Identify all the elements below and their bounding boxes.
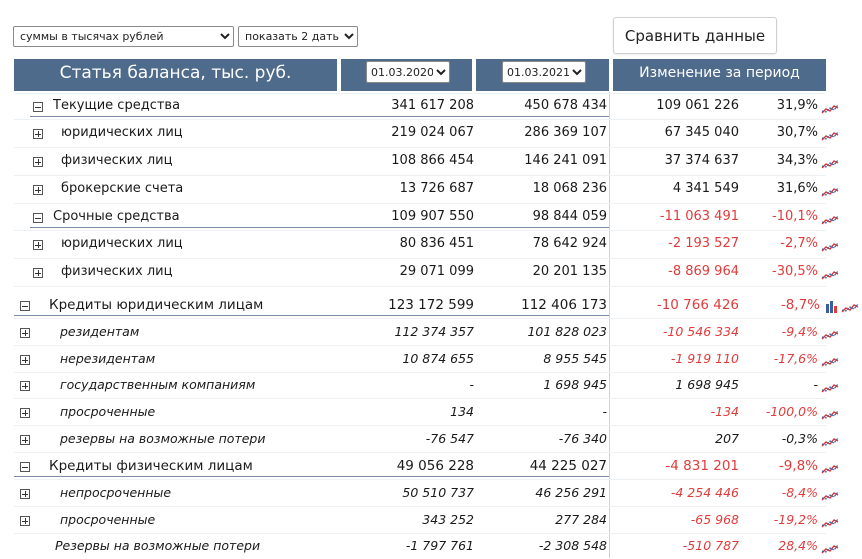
header-title: Статья баланса, тыс. руб. (59, 63, 292, 83)
trend-chart-icon[interactable] (821, 433, 839, 445)
row-value-date1: 219 024 067 (391, 125, 474, 140)
expand-toggle[interactable] (33, 268, 43, 278)
collapse-toggle[interactable] (20, 462, 30, 472)
header-change-cell (613, 59, 826, 88)
row-value-date1: -1 797 761 (405, 538, 474, 553)
header-change: Изменение за период (639, 65, 800, 81)
header-underline (341, 88, 472, 91)
expand-toggle[interactable] (20, 328, 30, 338)
row-label: резервы на возможные потери (60, 431, 266, 446)
row-percent: -0,3% (781, 431, 818, 446)
row-value-date1: 10 874 655 (402, 351, 474, 366)
row-percent: -19,2% (773, 512, 818, 527)
bar-chart-icon[interactable] (825, 298, 839, 312)
header-title-cell (14, 59, 337, 88)
row-delta: -4 254 446 (670, 485, 739, 500)
row-value-date2: -76 340 (558, 431, 607, 446)
row-delta: -2 193 527 (668, 236, 739, 251)
row-label: резидентам (60, 324, 140, 339)
row-delta: -65 968 (690, 512, 739, 527)
row-percent: 31,9% (776, 98, 818, 113)
row-percent: -8,4% (781, 485, 818, 500)
row-delta: -4 831 201 (665, 458, 739, 474)
row-value-date1: 343 252 (422, 512, 474, 527)
dates-count-select[interactable] (238, 26, 358, 47)
row-label: юридических лиц (61, 125, 183, 140)
row-value-date2: 1 698 945 (543, 377, 607, 392)
header-underline (613, 88, 826, 91)
table-row[interactable] (0, 323, 862, 343)
row-percent: -10,1% (772, 209, 818, 224)
trend-chart-icon[interactable] (821, 487, 839, 499)
row-delta: -1 919 110 (670, 351, 739, 366)
row-delta: 67 345 040 (664, 125, 739, 140)
collapse-toggle[interactable] (33, 102, 43, 112)
row-value-date1: 108 866 454 (391, 153, 474, 168)
row-percent: -17,6% (773, 351, 818, 366)
collapse-toggle[interactable] (20, 301, 30, 311)
collapse-toggle[interactable] (33, 213, 43, 223)
row-delta: 1 698 945 (675, 377, 739, 392)
table-row[interactable] (0, 457, 862, 477)
row-percent: - (813, 377, 818, 392)
table-row[interactable] (0, 296, 862, 316)
row-delta: -134 (710, 404, 739, 419)
trend-chart-icon[interactable] (821, 514, 839, 526)
row-percent: -2,7% (780, 236, 818, 251)
row-delta: 109 061 226 (656, 98, 739, 113)
table-row[interactable] (0, 484, 862, 504)
row-separator (14, 147, 826, 148)
row-delta: 4 341 549 (672, 181, 739, 196)
expand-toggle[interactable] (20, 516, 30, 526)
trend-chart-icon[interactable] (821, 353, 839, 365)
row-value-date2: 8 955 545 (543, 351, 607, 366)
expand-toggle[interactable] (20, 489, 30, 499)
header-underline (476, 88, 609, 91)
table-row[interactable] (0, 208, 862, 228)
row-value-date2: - (602, 404, 607, 419)
row-separator (14, 286, 826, 287)
trend-chart-icon[interactable] (841, 299, 859, 311)
row-delta: -10 766 426 (656, 297, 739, 313)
row-value-date1: 123 172 599 (388, 297, 474, 313)
row-separator (14, 345, 826, 346)
row-delta: 207 (715, 431, 739, 446)
header-underline (14, 88, 337, 91)
row-percent: -100,0% (765, 404, 818, 419)
table-row[interactable] (0, 235, 862, 255)
expand-toggle[interactable] (33, 157, 43, 167)
row-value-date2: 101 828 023 (527, 324, 607, 339)
row-label: нерезидентам (60, 351, 156, 366)
row-separator (14, 318, 826, 319)
row-value-date2: 98 844 059 (532, 209, 607, 224)
row-separator (14, 258, 826, 259)
row-value-date2: 20 201 135 (532, 264, 607, 279)
trend-chart-icon[interactable] (821, 266, 839, 278)
trend-chart-icon[interactable] (821, 406, 839, 418)
row-label: Текущие средства (53, 98, 181, 113)
table-row[interactable] (0, 376, 862, 396)
row-separator (14, 398, 826, 399)
row-underline (14, 476, 609, 477)
row-label: Срочные средства (53, 209, 180, 224)
row-label: Кредиты физическим лицам (49, 458, 253, 474)
row-value-date2: 78 642 924 (532, 236, 607, 251)
row-value-date1: 341 617 208 (391, 98, 474, 113)
row-percent: -9,8% (778, 458, 818, 474)
row-separator (14, 506, 826, 507)
row-delta: 37 374 637 (664, 153, 739, 168)
row-separator (14, 372, 826, 373)
trend-chart-icon[interactable] (821, 100, 839, 112)
row-value-date2: 450 678 434 (524, 98, 607, 113)
table-row[interactable] (0, 180, 862, 200)
row-delta: -10 546 334 (662, 324, 739, 339)
trend-chart-icon[interactable] (821, 127, 839, 139)
row-label: физических лиц (61, 264, 173, 279)
row-separator (14, 175, 826, 176)
expand-toggle[interactable] (33, 240, 43, 250)
row-label: Резервы на возможные потери (55, 538, 261, 553)
row-label: просроченные (60, 512, 156, 527)
row-delta: -8 869 964 (668, 264, 739, 279)
row-delta: -11 063 491 (659, 209, 739, 224)
row-separator (14, 203, 826, 204)
row-separator (14, 230, 826, 231)
date2-select[interactable] (502, 61, 586, 83)
row-separator (14, 425, 826, 426)
row-value-date1: -76 547 (425, 431, 474, 446)
table-row[interactable] (0, 97, 862, 117)
compare-data-button[interactable]: Сравнить данные (613, 17, 777, 54)
trend-chart-icon[interactable] (821, 326, 839, 338)
row-percent: -9,4% (781, 324, 818, 339)
table-row[interactable] (0, 124, 862, 144)
expand-toggle[interactable] (33, 185, 43, 195)
row-underline (30, 116, 609, 117)
table-row[interactable] (0, 403, 862, 423)
row-label: непросроченные (60, 485, 172, 500)
row-value-date1: - (469, 377, 474, 392)
row-value-date1: 49 056 228 (396, 458, 474, 474)
row-value-date2: 146 241 091 (524, 153, 607, 168)
row-value-date2: 286 369 107 (524, 125, 607, 140)
row-label: просроченные (60, 404, 156, 419)
row-value-date2: 277 284 (555, 512, 607, 527)
row-separator (14, 479, 826, 480)
expand-toggle[interactable] (20, 355, 30, 365)
row-percent: 28,4% (778, 538, 818, 553)
row-underline (30, 227, 609, 228)
row-label: государственным компаниям (60, 377, 256, 392)
row-percent: -30,5% (772, 264, 818, 279)
row-value-date1: 80 836 451 (399, 236, 474, 251)
row-separator (14, 533, 826, 534)
units-select[interactable] (13, 26, 234, 47)
table-row[interactable] (0, 511, 862, 531)
expand-toggle[interactable] (20, 381, 30, 391)
row-value-date2: 112 406 173 (521, 297, 607, 313)
row-value-date2: 18 068 236 (532, 181, 607, 196)
trend-chart-icon[interactable] (821, 155, 839, 167)
row-value-date2: 46 256 291 (535, 485, 607, 500)
trend-chart-icon[interactable] (821, 540, 839, 552)
row-value-date2: 44 225 027 (529, 458, 607, 474)
row-value-date1: 50 510 737 (402, 485, 474, 500)
row-value-date2: -2 308 548 (538, 538, 607, 553)
trend-chart-icon[interactable] (821, 460, 839, 472)
table-row[interactable] (0, 350, 862, 370)
row-percent: 34,3% (776, 153, 818, 168)
expand-toggle[interactable] (20, 435, 30, 445)
table-row[interactable] (0, 430, 862, 450)
trend-chart-icon[interactable] (821, 183, 839, 195)
row-underline (14, 315, 609, 316)
row-value-date1: 29 071 099 (399, 264, 474, 279)
row-percent: 30,7% (776, 125, 818, 140)
row-label: брокерские счета (61, 181, 184, 196)
row-label: юридических лиц (61, 236, 183, 251)
row-separator (14, 93, 826, 94)
row-value-date1: 13 726 687 (399, 181, 474, 196)
table-row[interactable] (0, 537, 862, 557)
row-percent: -8,7% (780, 297, 820, 313)
table-row[interactable] (0, 152, 862, 172)
date1-select[interactable] (366, 61, 450, 83)
table-row[interactable] (0, 263, 862, 283)
row-label: физических лиц (61, 153, 173, 168)
expand-toggle[interactable] (33, 129, 43, 139)
trend-chart-icon[interactable] (821, 211, 839, 223)
row-value-date1: 134 (450, 404, 474, 419)
row-percent: 31,6% (776, 181, 818, 196)
row-separator (14, 452, 826, 453)
row-value-date1: 112 374 357 (394, 324, 474, 339)
row-value-date1: 109 907 550 (391, 209, 474, 224)
row-label: Кредиты юридическим лицам (49, 297, 264, 313)
expand-toggle[interactable] (20, 408, 30, 418)
row-delta: -510 787 (682, 538, 739, 553)
trend-chart-icon[interactable] (821, 379, 839, 391)
trend-chart-icon[interactable] (821, 238, 839, 250)
row-separator (14, 119, 826, 120)
